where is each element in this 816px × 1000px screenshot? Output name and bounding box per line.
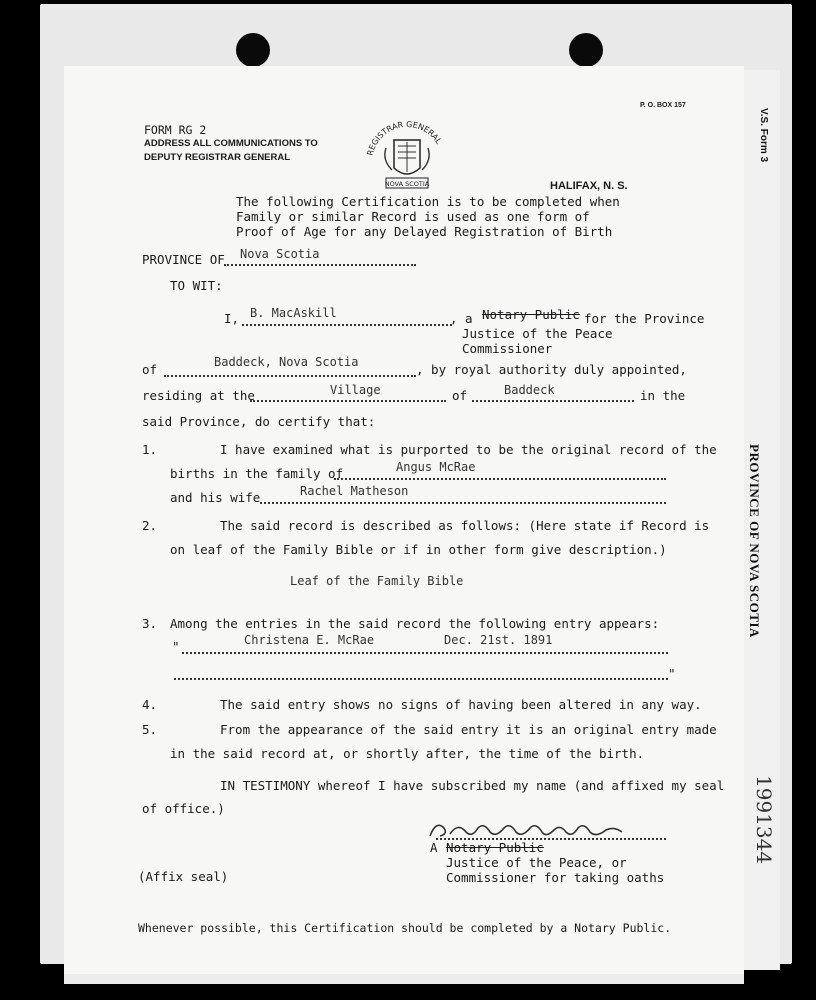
- crest-icon: [364, 118, 450, 198]
- punch-hole: [569, 33, 603, 67]
- residing-value: Village: [330, 383, 381, 397]
- item-number-3: 3.: [142, 616, 158, 631]
- intro-line-3: Proof of Age for any Delayed Registration of Birth: [236, 224, 613, 239]
- certifier-connector: , a: [450, 311, 473, 326]
- item-number-4: 4.: [142, 697, 158, 712]
- svg-text:REGISTRAR GENERAL: [366, 120, 444, 157]
- seal-top-text: REGISTRAR GENERAL: [365, 119, 444, 157]
- to-wit: TO WIT:: [170, 278, 223, 293]
- item-number-2: 2.: [142, 518, 158, 533]
- certification-form: [64, 66, 744, 984]
- in-the: in the: [640, 388, 686, 403]
- city: HALIFAX, N. S.: [550, 180, 628, 192]
- signature-line-3: Commissioner for taking oaths: [446, 870, 665, 885]
- address-line-1: ADDRESS ALL COMMUNICATIONS TO: [144, 138, 318, 149]
- signature-struck-office: Notary Public: [446, 840, 544, 855]
- entry-name: Christena E. McRae: [244, 633, 375, 647]
- item-5-line-1: From the appearance of the said entry it is an original entry made: [220, 722, 717, 737]
- entry-date: Dec. 21st. 1891: [444, 633, 553, 647]
- item-2-line-1: The said record is described as follows: (Here state if Record is: [220, 518, 710, 533]
- mother-name: Rachel Matheson: [300, 484, 409, 498]
- intro-line-1: The following Certification is to be completed when: [236, 194, 620, 209]
- testimony-line-1: IN TESTIMONY whereof I have subscribed my name (and affixed my seal: [220, 778, 725, 793]
- office-line-3: Commissioner: [462, 341, 553, 356]
- item-3-line-1: Among the entries in the said record the following entry appears:: [170, 616, 660, 631]
- province-label: PROVINCE OF: [142, 252, 225, 267]
- registrar-general-seal: [364, 118, 450, 198]
- of-value: Baddeck, Nova Scotia: [214, 355, 359, 369]
- item-4: The said entry shows no signs of having been altered in any way.: [220, 697, 702, 712]
- record-description: Leaf of the Family Bible: [290, 574, 464, 588]
- office-suffix: for the Province: [584, 311, 705, 326]
- side-province-label: PROVINCE OF NOVA SCOTIA: [747, 444, 762, 638]
- signature-a: A: [430, 840, 438, 855]
- item-5-line-2: in the said record at, or shortly after, the time of the birth.: [170, 746, 645, 761]
- of-label: of: [142, 362, 158, 377]
- of2-value: Baddeck: [504, 383, 555, 397]
- footer-note: Whenever possible, this Certification should be completed by a Notary Public.: [138, 921, 672, 935]
- residing-label: residing at the: [142, 388, 255, 403]
- father-name: Angus McRae: [396, 460, 476, 474]
- said-province: said Province, do certify that:: [142, 414, 376, 429]
- close-quote: ": [668, 666, 676, 681]
- office-line-2: Justice of the Peace: [462, 326, 613, 341]
- province-value: Nova Scotia: [240, 247, 320, 261]
- side-handwritten-number: 1991344: [752, 775, 776, 865]
- item-1-line-3: and his wife: [170, 490, 261, 505]
- testimony-line-2: of office.): [142, 801, 225, 816]
- of2-label: of: [452, 388, 468, 403]
- certifier-prefix: I,: [224, 311, 240, 326]
- item-1-line-1: I have examined what is purported to be the original record of the: [220, 442, 717, 457]
- item-number-5: 5.: [142, 722, 158, 737]
- item-1-line-2: births in the family of: [170, 466, 344, 481]
- affix-seal: (Affix seal): [138, 869, 229, 884]
- side-form-label: V.S. Form 3: [758, 108, 769, 163]
- form-number: FORM RG 2: [144, 123, 207, 137]
- intro-line-2: Family or similar Record is used as one form of: [236, 209, 590, 224]
- open-quote: ": [172, 639, 180, 654]
- seal-bottom-text: NOVA SCOTIA: [384, 180, 430, 188]
- certifier-name: B. MacAskill: [250, 306, 337, 320]
- address-line-2: DEPUTY REGISTRAR GENERAL: [144, 152, 291, 163]
- royal-authority: , by royal authority duly appointed,: [416, 362, 687, 377]
- po-box: P. O. BOX 157: [640, 102, 686, 109]
- office-struck: Notary Public: [482, 307, 580, 322]
- punch-hole: [236, 33, 270, 67]
- item-2-line-2: on leaf of the Family Bible or if in other form give description.): [170, 542, 667, 557]
- item-number-1: 1.: [142, 442, 158, 457]
- signature-line-2: Justice of the Peace, or: [446, 855, 627, 870]
